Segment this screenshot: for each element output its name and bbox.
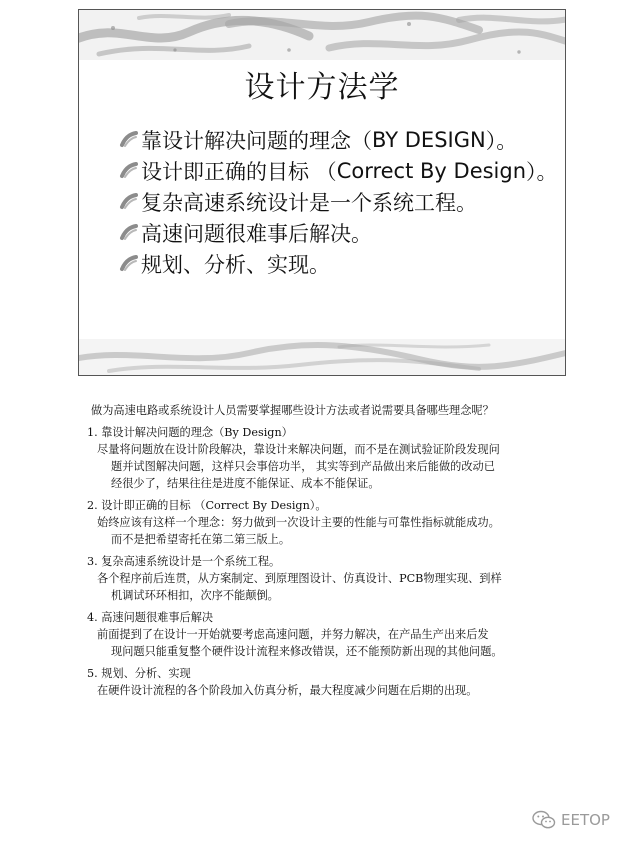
slide-bullet-list [119, 124, 558, 279]
brush-bullet-icon [119, 254, 139, 274]
watermark-text: EETOP [561, 811, 610, 829]
slide-bullet-item [119, 248, 558, 279]
slide-bullet-item [119, 155, 558, 186]
bullet-text: 高速问题很难事后解决。 [141, 221, 372, 246]
notes-section-heading: 3. 复杂高速系统设计是一个系统工程。 [87, 555, 281, 568]
notes-section-heading: 2. 设计即正确的目标 （Correct By Design）。 [87, 499, 327, 512]
brush-stroke-decoration-bottom [79, 339, 565, 375]
bullet-text: 靠设计解决问题的理念（ [141, 128, 372, 153]
slide-panel [78, 9, 566, 376]
bullet-text-tail: ）。 [526, 159, 558, 184]
notes-body-line: 而不是把希望寄托在第二第三版上。 [111, 533, 291, 546]
brush-bullet-icon [119, 192, 139, 212]
bullet-text: 复杂高速系统设计是一个系统工程。 [141, 190, 477, 215]
notes-body-line: 机调试环环相扣，次序不能颠倒。 [111, 589, 279, 602]
notes-body-line: 各个程序前后连贯，从方案制定、到原理图设计、仿真设计、PCB物理实现、到样 [97, 572, 502, 585]
slide-bullet-item [119, 186, 558, 217]
notes-body-line: 在硬件设计流程的各个阶段加入仿真分析，最大程度减少问题在后期的出现。 [97, 684, 478, 697]
notes-body-line: 现问题只能重复整个硬件设计流程来修改错误，还不能预防新出现的其他问题。 [111, 645, 503, 658]
brush-bullet-icon [119, 161, 139, 181]
bullet-text-latin: BY DESIGN [372, 127, 486, 152]
bullet-text-latin: Correct By Design [336, 158, 527, 183]
notes-body-line: 前面提到了在设计一开始就要考虑高速问题，并努力解决，在产品生产出来后发 [97, 628, 489, 641]
bullet-text-tail: ）。 [485, 128, 518, 153]
eetop-watermark [532, 810, 610, 830]
bullet-text: 规划、分析、实现。 [141, 252, 330, 277]
slide-bullet-item [119, 217, 558, 248]
bullet-text: 设计即正确的目标 （ [141, 159, 337, 184]
notes-body-line: 题并试图解决问题，这样只会事倍功半， 其实等到产品做出来后能做的改动已 [111, 460, 495, 473]
notes-section-heading: 1. 靠设计解决问题的理念（By Design） [87, 426, 293, 439]
brush-bullet-icon [119, 223, 139, 243]
notes-question: 做为高速电路或系统设计人员需要掌握哪些设计方法或者说需要具备哪些理念呢？ [91, 404, 494, 417]
wechat-logo-icon [532, 810, 556, 830]
notes-body-line: 经很少了，结果往往是进度不能保证、成本不能保证。 [111, 477, 380, 490]
slide-title: 设计方法学 [244, 70, 400, 105]
brush-bullet-icon [119, 130, 139, 150]
notes-section-heading: 4. 高速问题很难事后解决 [87, 611, 214, 624]
brush-stroke-decoration-top [79, 10, 565, 60]
notes-body-line: 始终应该有这样一个理念：努力做到一次设计主要的性能与可靠性指标就能成功。 [97, 516, 500, 529]
notes-section-heading: 5. 规划、分析、实现 [87, 667, 191, 680]
slide-bullet-item [119, 124, 558, 155]
notes-body-line: 尽量将问题放在设计阶段解决，靠设计来解决问题，而不是在测试验证阶段发现问 [97, 443, 500, 456]
speaker-notes [87, 402, 587, 699]
